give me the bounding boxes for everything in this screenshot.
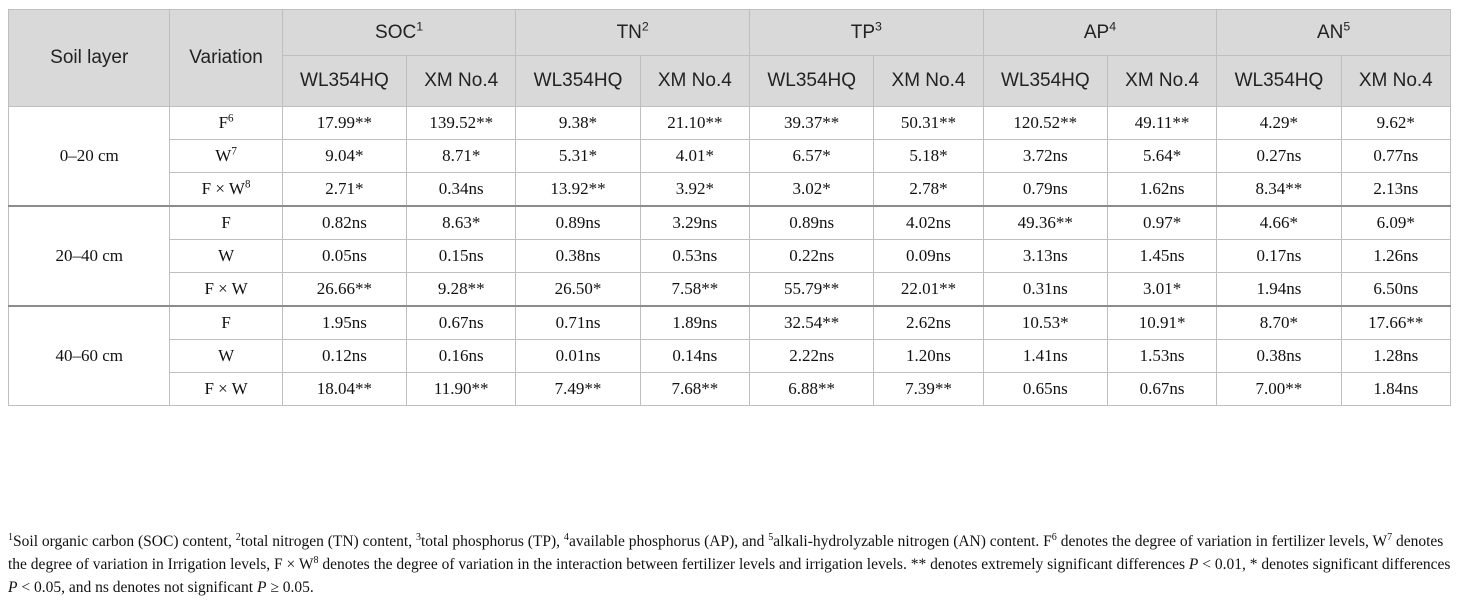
subheader-cultivar: XM No.4	[874, 56, 983, 107]
value-cell: 3.02*	[750, 173, 874, 207]
value-cell: 49.11**	[1107, 107, 1216, 140]
value-cell: 0.38ns	[516, 240, 640, 273]
value-cell: 5.18*	[874, 140, 983, 173]
value-cell: 6.09*	[1341, 206, 1450, 240]
value-cell: 2.62ns	[874, 306, 983, 340]
value-cell: 0.65ns	[983, 373, 1107, 406]
header-group: $AP^4$	[983, 10, 1217, 56]
value-cell: 1.28ns	[1341, 340, 1450, 373]
value-cell: 0.89ns	[516, 206, 640, 240]
variation-cell: W	[170, 240, 282, 273]
value-cell: 26.50*	[516, 273, 640, 307]
subheader-cultivar: WL354HQ	[983, 56, 1107, 107]
table-row	[9, 240, 1451, 273]
value-cell: 0.89ns	[750, 206, 874, 240]
subheader-cultivar: WL354HQ	[282, 56, 406, 107]
value-cell: 8.71*	[407, 140, 516, 173]
value-cell: 0.82ns	[282, 206, 406, 240]
variation-cell: F × W	[170, 273, 282, 307]
header-group: $TN^2$	[516, 10, 750, 56]
subheader-cultivar: XM No.4	[1341, 56, 1450, 107]
value-cell: 0.38ns	[1217, 340, 1341, 373]
value-cell: 0.53ns	[640, 240, 749, 273]
value-cell: 0.12ns	[282, 340, 406, 373]
value-cell: 3.72ns	[983, 140, 1107, 173]
value-cell: 18.04**	[282, 373, 406, 406]
soil-layer-cell: 0–20 cm	[9, 107, 170, 207]
table-row	[9, 206, 1451, 240]
value-cell: 0.16ns	[407, 340, 516, 373]
value-cell: 10.53*	[983, 306, 1107, 340]
value-cell: 0.09ns	[874, 240, 983, 273]
value-cell: 8.70*	[1217, 306, 1341, 340]
table-row	[9, 140, 1451, 173]
value-cell: 21.10**	[640, 107, 749, 140]
value-cell: 1.94ns	[1217, 273, 1341, 307]
value-cell: 2.71*	[282, 173, 406, 207]
value-cell: 1.53ns	[1107, 340, 1216, 373]
header-soil-layer: Soil layer	[9, 10, 170, 107]
value-cell: 13.92**	[516, 173, 640, 207]
value-cell: 0.71ns	[516, 306, 640, 340]
value-cell: 6.57*	[750, 140, 874, 173]
value-cell: 0.31ns	[983, 273, 1107, 307]
value-cell: 9.38*	[516, 107, 640, 140]
value-cell: 7.58**	[640, 273, 749, 307]
value-cell: 139.52**	[407, 107, 516, 140]
value-cell: 9.62*	[1341, 107, 1450, 140]
value-cell: 2.13ns	[1341, 173, 1450, 207]
value-cell: 120.52**	[983, 107, 1107, 140]
variation-cell: W	[170, 340, 282, 373]
value-cell: 0.14ns	[640, 340, 749, 373]
value-cell: 8.63*	[407, 206, 516, 240]
variation-cell: $F \times W^8$	[170, 173, 282, 207]
value-cell: 7.39**	[874, 373, 983, 406]
table-row	[9, 273, 1451, 307]
value-cell: 4.66*	[1217, 206, 1341, 240]
value-cell: 32.54**	[750, 306, 874, 340]
value-cell: 1.89ns	[640, 306, 749, 340]
value-cell: 0.27ns	[1217, 140, 1341, 173]
table-body	[9, 107, 1451, 406]
value-cell: 0.34ns	[407, 173, 516, 207]
variation-cell: $F^6$	[170, 107, 282, 140]
subheader-cultivar: WL354HQ	[750, 56, 874, 107]
table-row	[9, 340, 1451, 373]
value-cell: 1.26ns	[1341, 240, 1450, 273]
value-cell: 4.29*	[1217, 107, 1341, 140]
table-row	[9, 107, 1451, 140]
value-cell: 26.66**	[282, 273, 406, 307]
value-cell: 1.62ns	[1107, 173, 1216, 207]
value-cell: 3.92*	[640, 173, 749, 207]
value-cell: 0.97*	[1107, 206, 1216, 240]
value-cell: 22.01**	[874, 273, 983, 307]
value-cell: 4.02ns	[874, 206, 983, 240]
value-cell: 3.13ns	[983, 240, 1107, 273]
table-container	[8, 9, 1451, 406]
header-group: $AN^5$	[1217, 10, 1451, 56]
value-cell: 1.95ns	[282, 306, 406, 340]
value-cell: 3.29ns	[640, 206, 749, 240]
subheader-cultivar: WL354HQ	[1217, 56, 1341, 107]
variation-cell: F	[170, 306, 282, 340]
value-cell: 7.00**	[1217, 373, 1341, 406]
value-cell: 7.68**	[640, 373, 749, 406]
subheader-cultivar: XM No.4	[407, 56, 516, 107]
value-cell: 0.77ns	[1341, 140, 1450, 173]
variation-cell: F	[170, 206, 282, 240]
value-cell: 2.78*	[874, 173, 983, 207]
variation-cell: F × W	[170, 373, 282, 406]
value-cell: 0.79ns	[983, 173, 1107, 207]
subheader-cultivar: WL354HQ	[516, 56, 640, 107]
value-cell: 10.91*	[1107, 306, 1216, 340]
subheader-cultivar: XM No.4	[640, 56, 749, 107]
value-cell: 3.01*	[1107, 273, 1216, 307]
value-cell: 2.22ns	[750, 340, 874, 373]
value-cell: 0.05ns	[282, 240, 406, 273]
table-row	[9, 173, 1451, 207]
table-footnote: $^1$Soil organic carbon (SOC) content, $^2$total nitrogen (TN) content, $^3$total phosphorus (TP), $^4$available phosphorus (AP), and $^5$alkali-hydrolyzable nitrogen (AN) content. $F^6$ denotes the degree of variation in fertilizer levels, $W^7$ denotes the degree of variation in Irrigation levels, $F \times W^8$ denotes the degree of variation in the interaction between fertilizer levels and irrigation levels. ** denotes extremely significant differences P < 0.01, * denotes significant differences P < 0.05, and ns denotes not significant P ≥ 0.05.	[8, 531, 1451, 596]
value-cell: 9.04*	[282, 140, 406, 173]
value-cell: 8.34**	[1217, 173, 1341, 207]
header-group: $TP^3$	[750, 10, 984, 56]
value-cell: 5.64*	[1107, 140, 1216, 173]
value-cell: 0.17ns	[1217, 240, 1341, 273]
value-cell: 0.22ns	[750, 240, 874, 273]
header-variation: Variation	[170, 10, 282, 107]
value-cell: 0.67ns	[407, 306, 516, 340]
subheader-cultivar: XM No.4	[1107, 56, 1216, 107]
table-header	[9, 10, 1451, 107]
value-cell: 1.45ns	[1107, 240, 1216, 273]
value-cell: 9.28**	[407, 273, 516, 307]
value-cell: 0.15ns	[407, 240, 516, 273]
value-cell: 39.37**	[750, 107, 874, 140]
value-cell: 1.84ns	[1341, 373, 1450, 406]
value-cell: 0.67ns	[1107, 373, 1216, 406]
value-cell: 0.01ns	[516, 340, 640, 373]
value-cell: 1.20ns	[874, 340, 983, 373]
value-cell: 7.49**	[516, 373, 640, 406]
table-row	[9, 306, 1451, 340]
value-cell: 5.31*	[516, 140, 640, 173]
value-cell: 6.88**	[750, 373, 874, 406]
variation-cell: $W^7$	[170, 140, 282, 173]
table-row	[9, 373, 1451, 406]
soil-layer-cell: 20–40 cm	[9, 206, 170, 306]
value-cell: 49.36**	[983, 206, 1107, 240]
value-cell: 17.99**	[282, 107, 406, 140]
value-cell: 1.41ns	[983, 340, 1107, 373]
header-group: SOC$^1$	[282, 10, 516, 56]
soil-layer-cell: 40–60 cm	[9, 306, 170, 406]
anova-table	[8, 9, 1451, 406]
value-cell: 6.50ns	[1341, 273, 1450, 307]
value-cell: 50.31**	[874, 107, 983, 140]
value-cell: 4.01*	[640, 140, 749, 173]
value-cell: 55.79**	[750, 273, 874, 307]
value-cell: 17.66**	[1341, 306, 1450, 340]
value-cell: 11.90**	[407, 373, 516, 406]
